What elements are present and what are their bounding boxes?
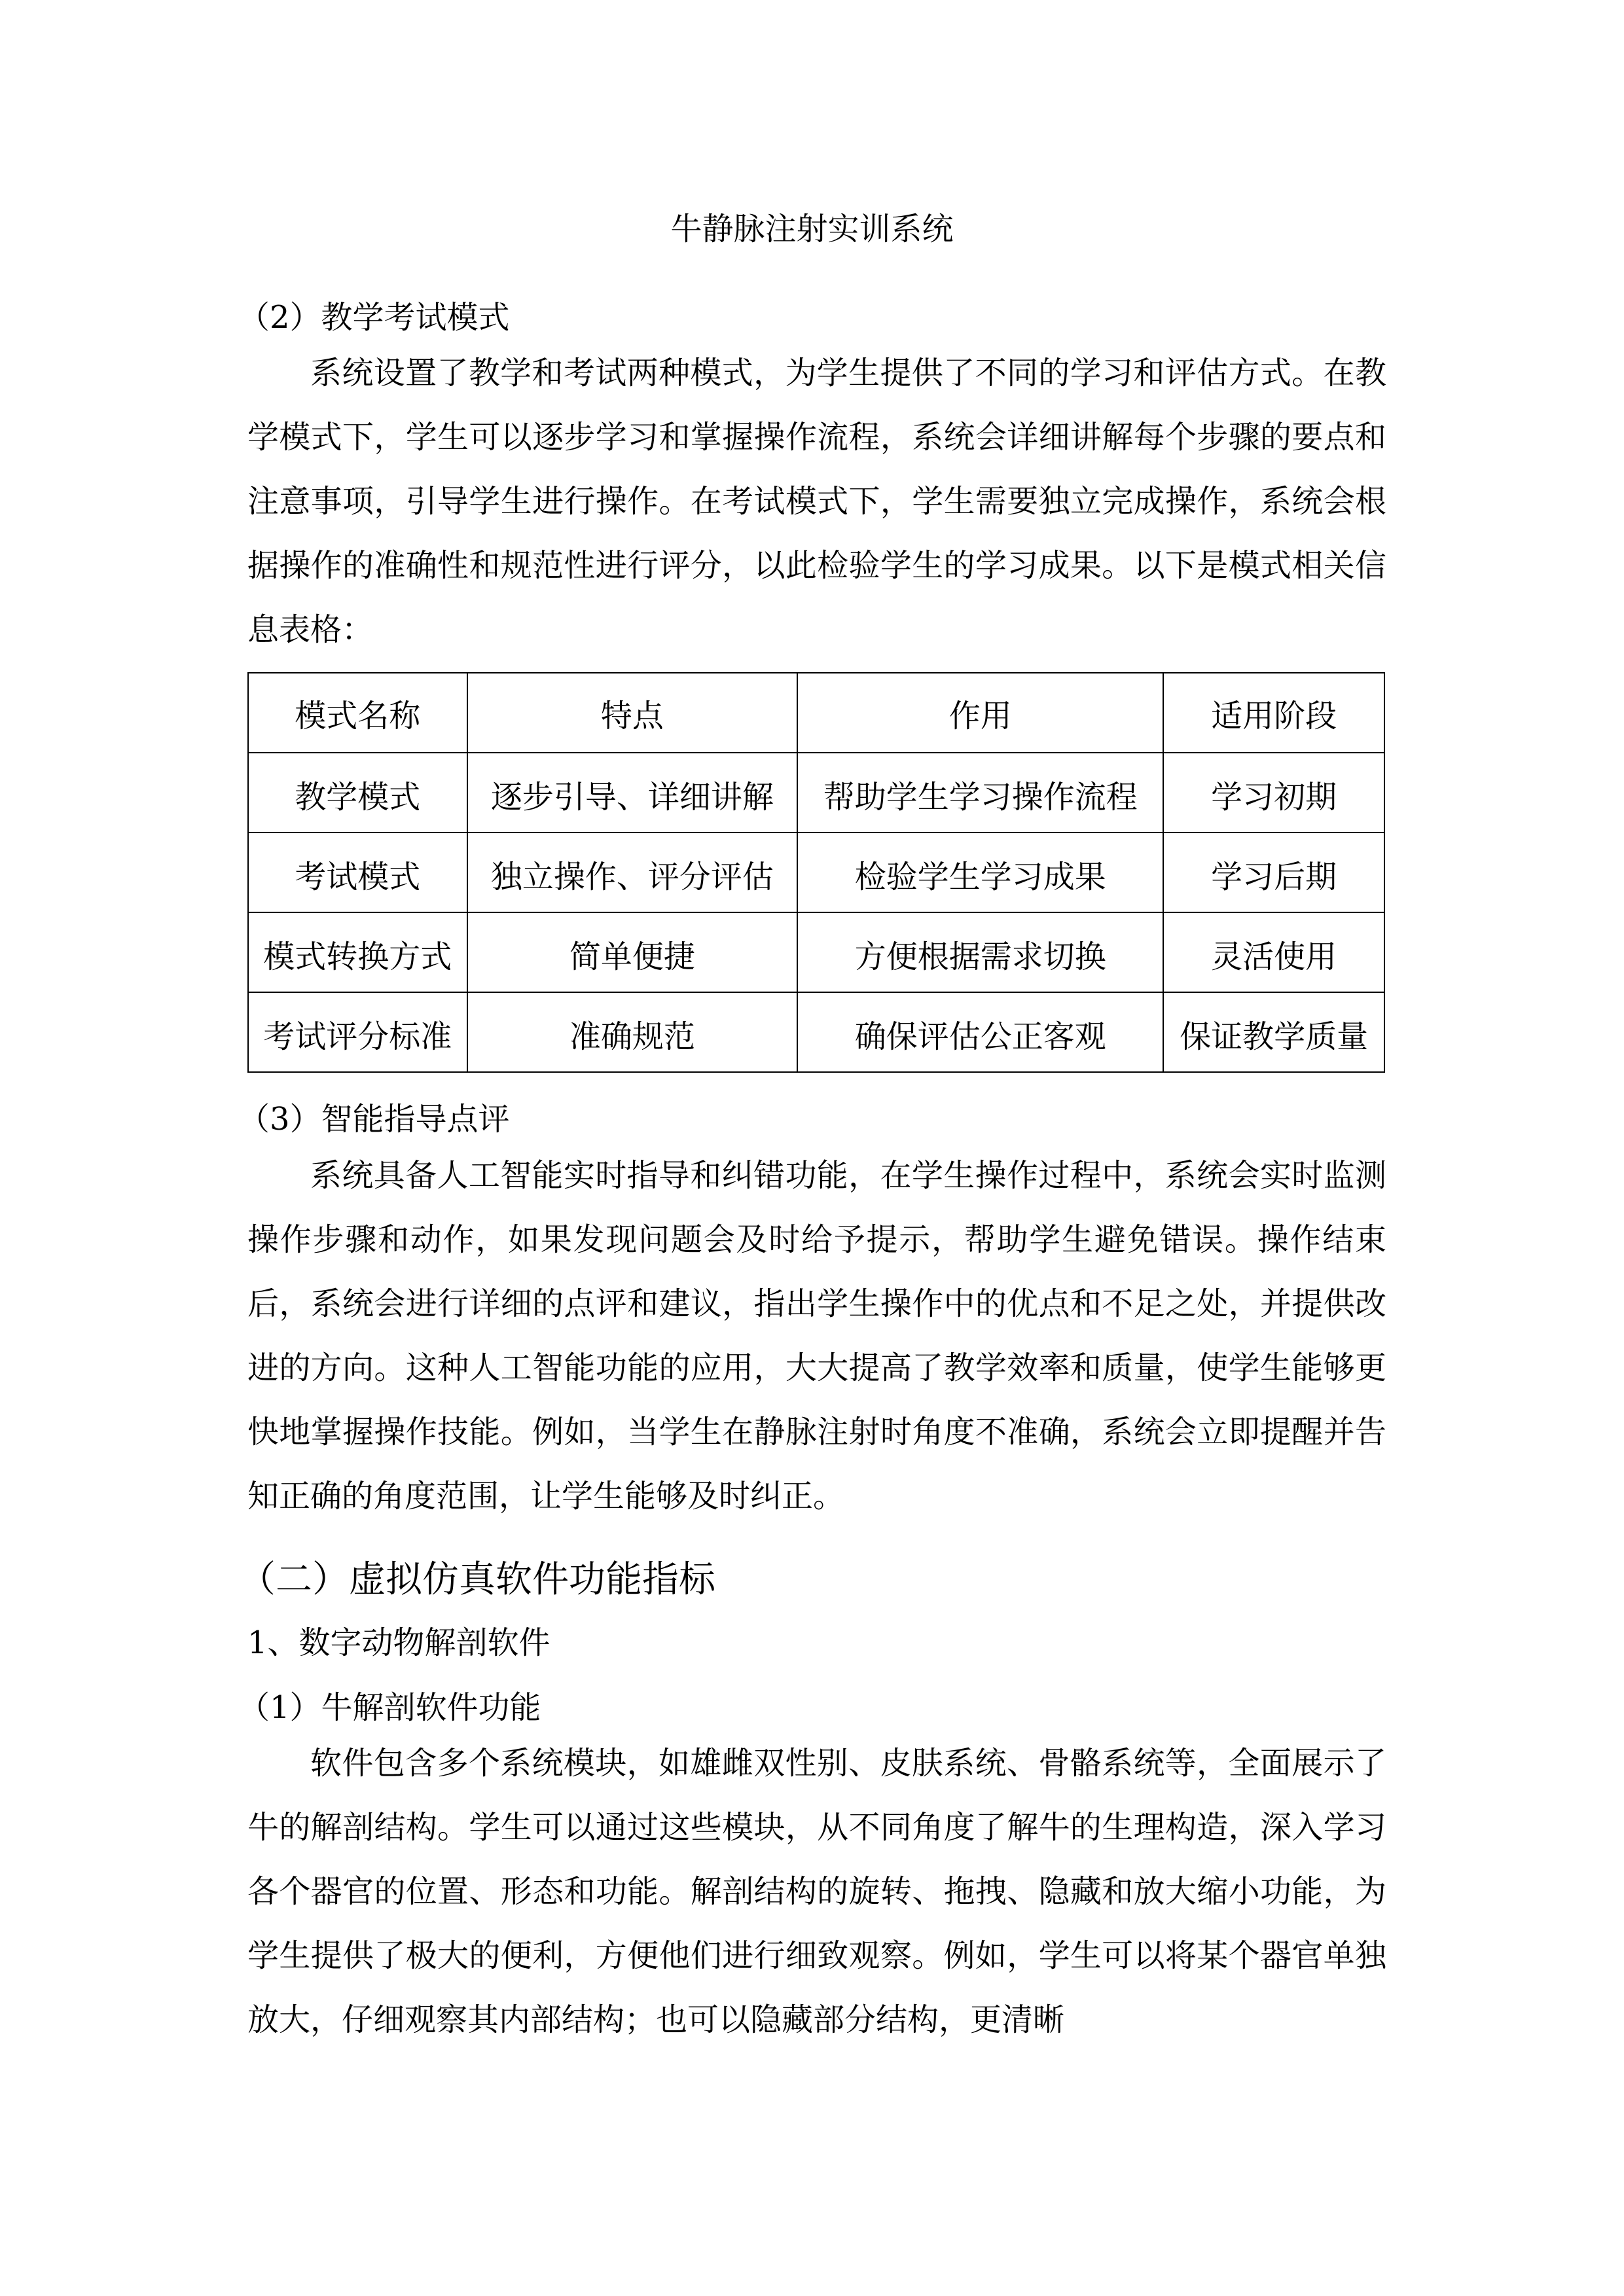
paragraph-teaching-exam-mode: 系统设置了教学和考试两种模式，为学生提供了不同的学习和评估方式。在教学模式下，学生可以逐步学习和掌握操作流程，系统会详细讲解每个步骤的要点和注意事项，引导学生进行操作。在考试模式下，学生需要独立完成操作，系统会根据操作的准确性和规范性进行评分，以此检验学生的学习成果。以下是模式相关信息表格： xyxy=(247,355,1386,648)
section-heading-smart-guidance: （3）智能指导点评 xyxy=(238,1101,510,1138)
table-cell: 模式转换方式 xyxy=(248,912,467,992)
table-cell: 保证教学质量 xyxy=(1163,992,1384,1072)
part-heading-virtual-simulation: （二）虚拟仿真软件功能指标 xyxy=(239,1558,715,1601)
table-cell: 检验学生学习成果 xyxy=(797,833,1163,912)
table-cell: 教学模式 xyxy=(248,753,467,833)
table-cell: 准确规范 xyxy=(467,992,797,1072)
paragraph-cattle-anatomy: 软件包含多个系统模块，如雄雌双性别、皮肤系统、骨骼系统等，全面展示了牛的解剖结构。学生可以通过这些模块，从不同角度了解牛的生理构造，深入学习各个器官的位置、形态和功能。解剖结构的旋转、拖拽、隐藏和放大缩小功能，为学生提供了极大的便利，方便他们进行细致观察。例如，学生可以将某个器官单独放大，仔细观察其内部结构；也可以隐藏部分结构，更清晰 xyxy=(247,1745,1386,2038)
table-cell: 独立操作、评分评估 xyxy=(467,833,797,912)
table-cell: 学习初期 xyxy=(1163,753,1384,833)
table-header-cell: 模式名称 xyxy=(248,673,467,753)
table-cell: 考试模式 xyxy=(248,833,467,912)
paragraph-smart-guidance: 系统具备人工智能实时指导和纠错功能，在学生操作过程中，系统会实时监测操作步骤和动作，如果发现问题会及时给予提示，帮助学生避免错误。操作结束后，系统会进行详细的点评和建议，指出学生操作中的优点和不足之处，并提供改进的方向。这种人工智能功能的应用，大大提高了教学效率和质量，使学生能够更快地掌握操作技能。例如，当学生在静脉注射时角度不准确，系统会立即提醒并告知正确的角度范围，让学生能够及时纠正。 xyxy=(247,1157,1386,1515)
table-header-cell: 适用阶段 xyxy=(1163,673,1384,753)
table-header-cell: 作用 xyxy=(797,673,1163,753)
page-title: 牛静脉注射实训系统 xyxy=(670,211,954,247)
table-cell: 学习后期 xyxy=(1163,833,1384,912)
table-row xyxy=(248,992,1384,1072)
table-row xyxy=(248,912,1384,992)
table-row xyxy=(248,833,1384,912)
table-cell: 帮助学生学习操作流程 xyxy=(797,753,1163,833)
subheading-cattle-anatomy: （1）牛解剖软件功能 xyxy=(238,1689,541,1726)
table-cell: 确保评估公正客观 xyxy=(797,992,1163,1072)
table-row xyxy=(248,753,1384,833)
mode-info-table xyxy=(247,672,1385,1073)
table-header-cell: 特点 xyxy=(467,673,797,753)
table-cell: 简单便捷 xyxy=(467,912,797,992)
table-cell: 灵活使用 xyxy=(1163,912,1384,992)
section-heading-teaching-exam-mode: （2）教学考试模式 xyxy=(238,299,510,336)
table-header-row xyxy=(248,673,1384,753)
table-cell: 考试评分标准 xyxy=(248,992,467,1072)
table-cell: 方便根据需求切换 xyxy=(797,912,1163,992)
item-heading-digital-anatomy: 1、数字动物解剖软件 xyxy=(247,1624,550,1661)
table-cell: 逐步引导、详细讲解 xyxy=(467,753,797,833)
